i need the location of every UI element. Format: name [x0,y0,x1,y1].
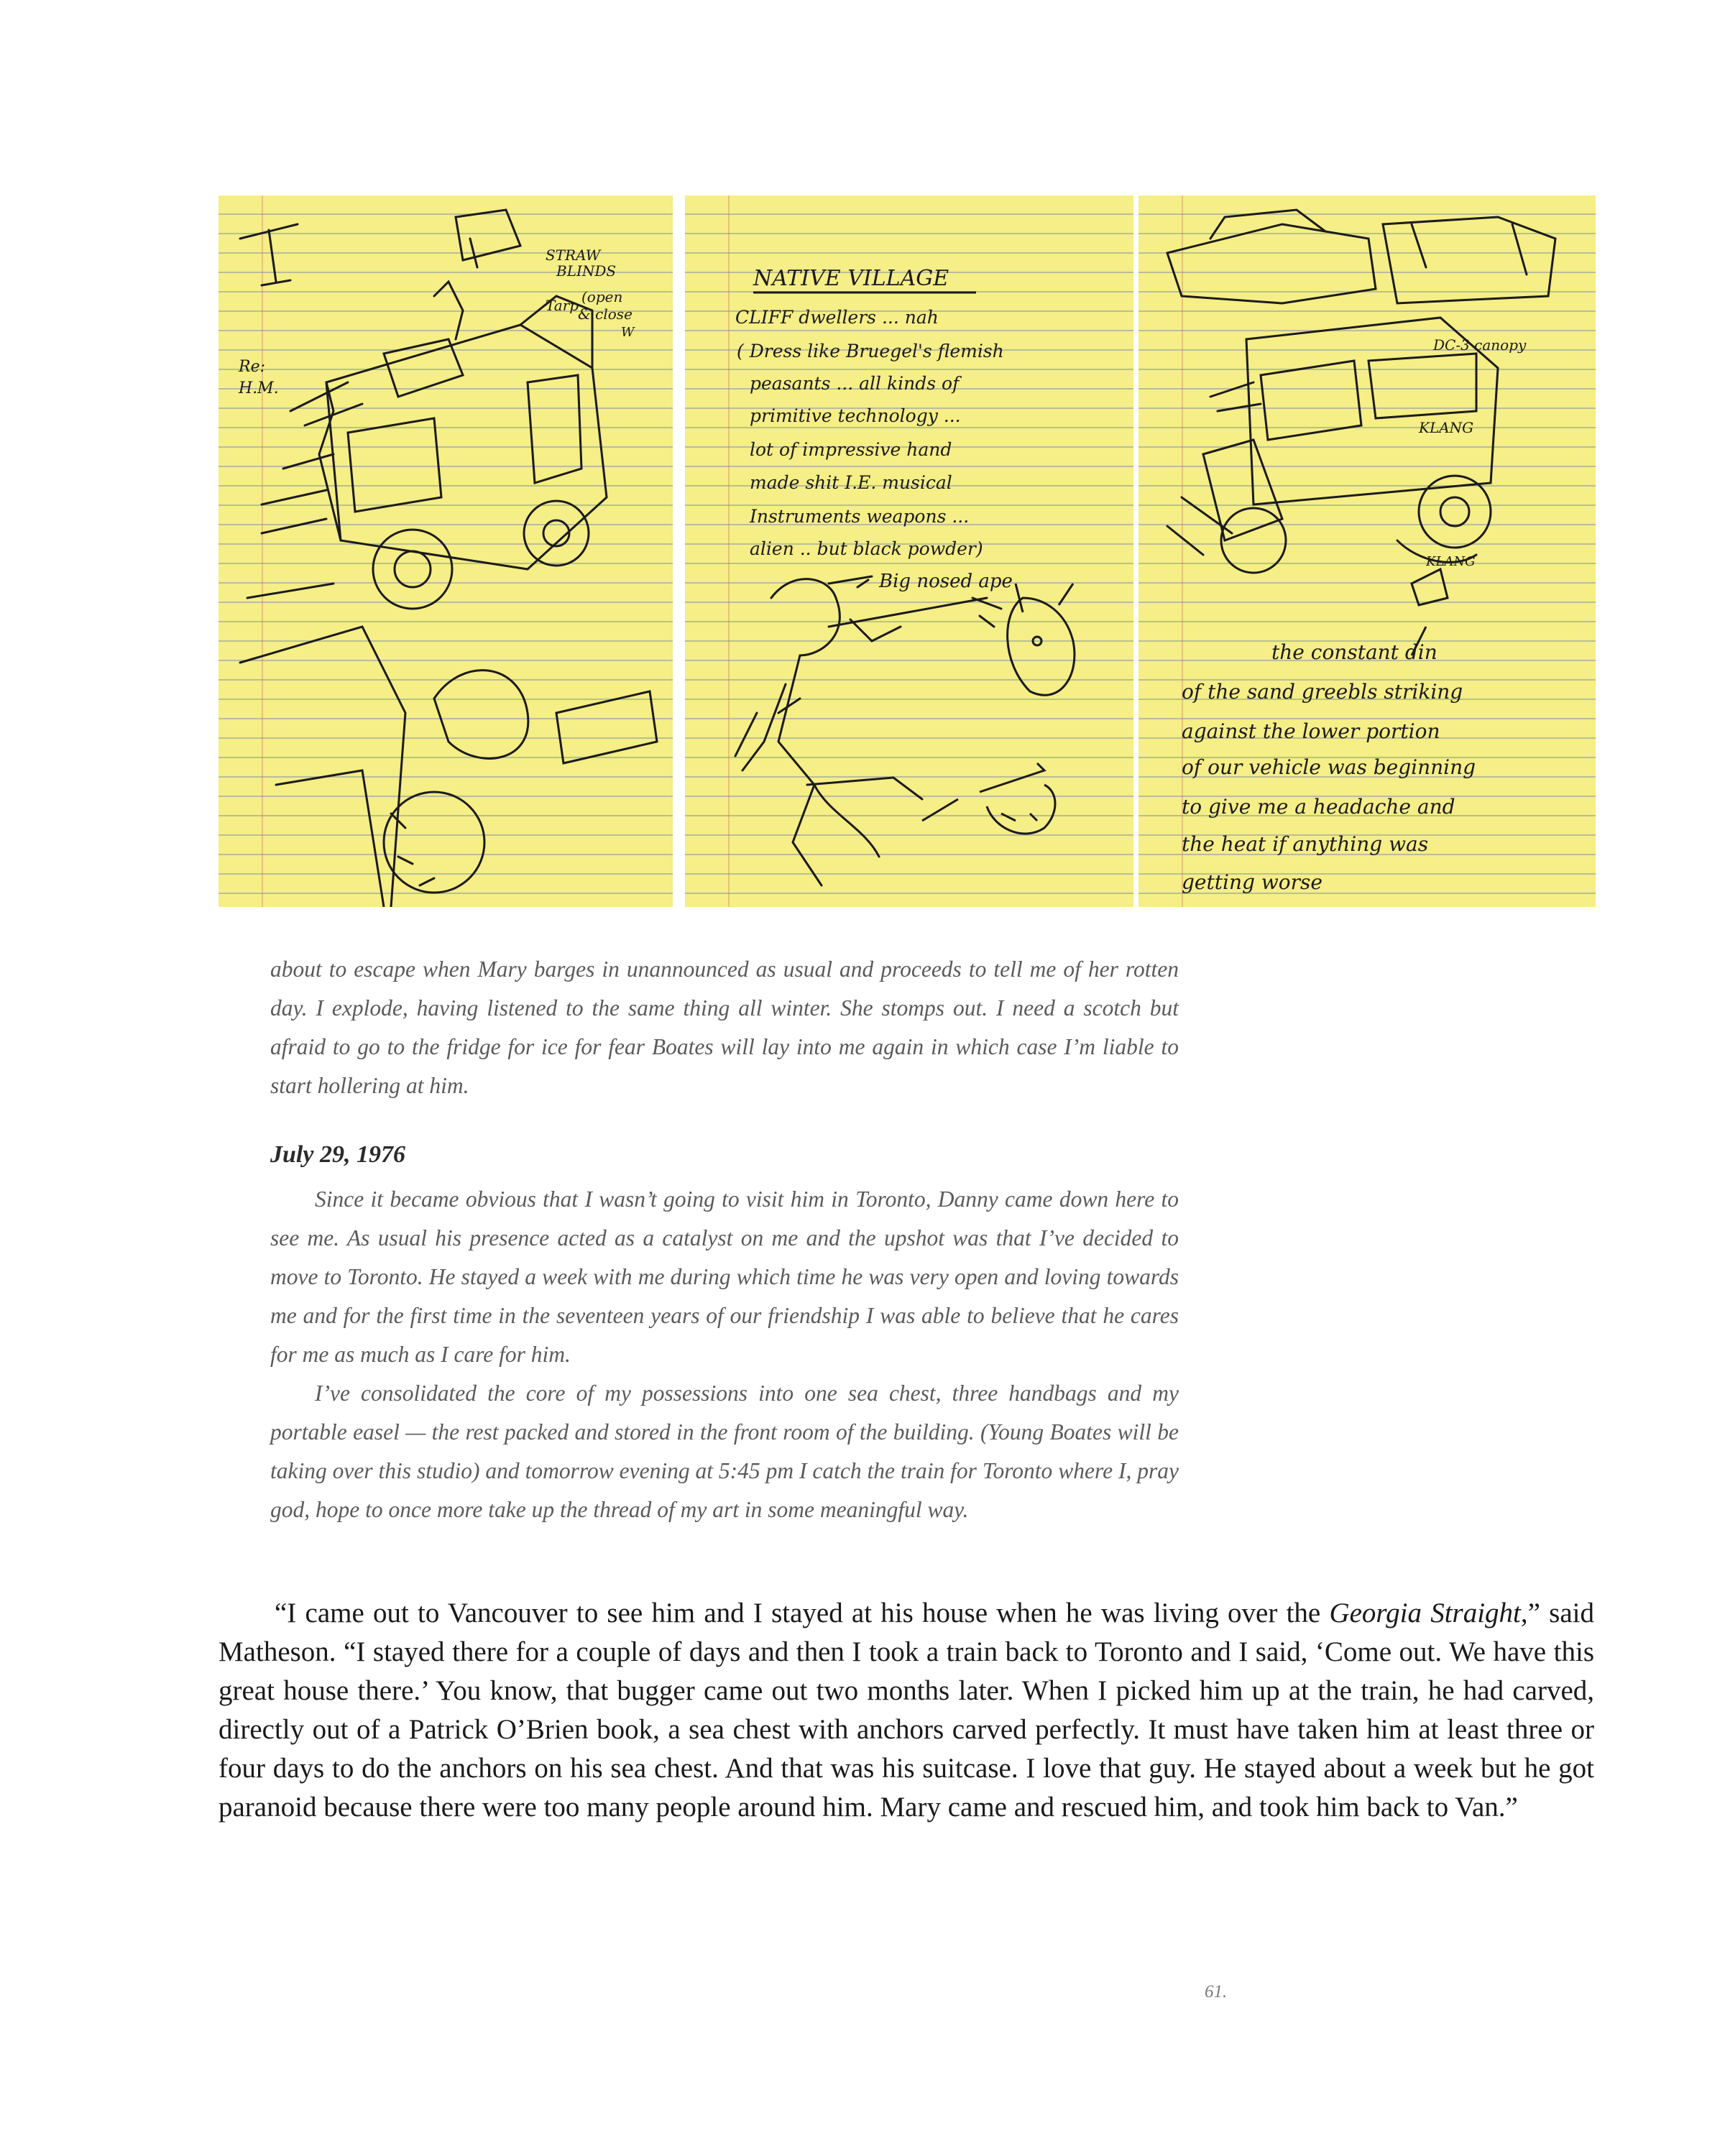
truck-note-line-3: against the lower portion [1182,719,1440,743]
truck-sketch [1138,195,1596,907]
truck-note-line-6: the heat if anything was [1182,832,1429,856]
diary-date-heading: July 29, 1976 [270,1141,405,1168]
page-number: 61. [1205,1982,1228,2001]
sketch-note-close: & close [578,305,632,323]
truck-note-line-5: to give me a headache and [1182,795,1455,819]
sketch-pad-vehicle [218,195,673,907]
quote-text-end: ,” said Matheson. “I stayed there for a couple of days and then I took a train back to Toronto and I said, ‘Come out. We have this great house there.’ You know, that bugger came out two months later. When I picked him up at the train, he had carved, directly out of a Patrick O’Brien book, a sea chest with anchors carved perfectly. It must have taken him at least three or four days to do the anchors on his sea chest. And that was his suitcase. I love that guy. He stayed about a week but he got paranoid because there were too many people around him. Mary came and rescued him, and took him back to Van.” [218,1598,1594,1823]
truck-note-line-4: of our vehicle was beginning [1182,755,1476,779]
matheson-quote [218,1594,1594,1827]
sketch-note-hm: H.M. [239,379,279,397]
native-village-sketch [685,195,1133,907]
village-line-1: CLIFF dwellers ... nah [735,307,939,328]
village-line-2: ( Dress like Bruegel's flemish [737,341,1004,361]
vehicle-sketch [218,195,673,907]
village-line-5: lot of impressive hand [750,439,952,460]
truck-note-line-1: the constant din [1271,640,1438,664]
diary-paragraph-1: Since it became obvious that I wasn’t going to visit him in Toronto, Danny came down here to see me. As usual his presence acted as a catalyst on me and the upshot was that I’ve decided to move to Toronto. He stayed a week with me during which time he was very open and loving towards me and for the first time in the seventeen years of our friendship I was able to believe that he cares for me as much as I care for him. [270,1187,1179,1367]
sketch-pad-native-village [685,195,1133,907]
village-line-7: Instruments weapons ... [750,506,970,527]
ape-figure-drawing [735,576,1001,885]
sketch-note-re: Re: [239,358,265,376]
sketch-pad-truck [1138,195,1596,907]
label-klang-1: KLANG [1419,419,1474,436]
sketch-note-w: W [621,325,635,340]
face-sketches [922,584,1075,834]
diary-paragraph-2: I’ve consolidated the core of my possessions into one sea chest, three handbags and my portable easel — the rest packed and stored in the front room of the building. (Young Boates will be taking over this studio) and tomorrow evening at 5:45 pm I catch the train for Toronto where I, pray god, hope to once more take up the thread of my art in some meaningful way. [270,1381,1179,1522]
village-line-3: peasants ... all kinds of [750,373,960,394]
label-klang-2: KLANG [1426,554,1476,569]
quote-text-start: “I came out to Vancouver to see him and I stayed at his house when he was living over the [275,1598,1330,1628]
sketch-note-tarp: Tarp [546,297,579,314]
label-dc3-canopy: DC-3 canopy [1433,336,1527,354]
sketch-note-straw: STRAW [546,247,601,264]
quote-publication-title: Georgia Straight [1329,1598,1521,1628]
diary-excerpt-2 [270,1180,1179,1529]
sketch-note-blinds: BLINDS [556,262,617,280]
sketch-note-open: (open [581,288,623,305]
village-line-4: primitive technology ... [750,405,961,426]
truck-note-line-2: of the sand greebls striking [1182,680,1463,704]
big-nosed-ape-label: Big nosed ape [879,571,1013,592]
diary-paragraph: about to escape when Mary barges in unannounced as usual and proceeds to tell me of her rotten day. I explode, having listened to the same thing all winter. She stomps out. I need a scotch but afraid to go to the fridge for ice for fear Boates will lay into me again in which case I’m liable to start hollering at him. [270,957,1179,1098]
truck-note-line-7: getting worse [1182,870,1322,894]
village-title: NATIVE VILLAGE [753,266,949,291]
village-line-8: alien .. but black powder) [750,538,983,559]
diary-excerpt-1 [270,950,1179,1105]
village-line-6: made shit I.E. musical [750,472,952,493]
